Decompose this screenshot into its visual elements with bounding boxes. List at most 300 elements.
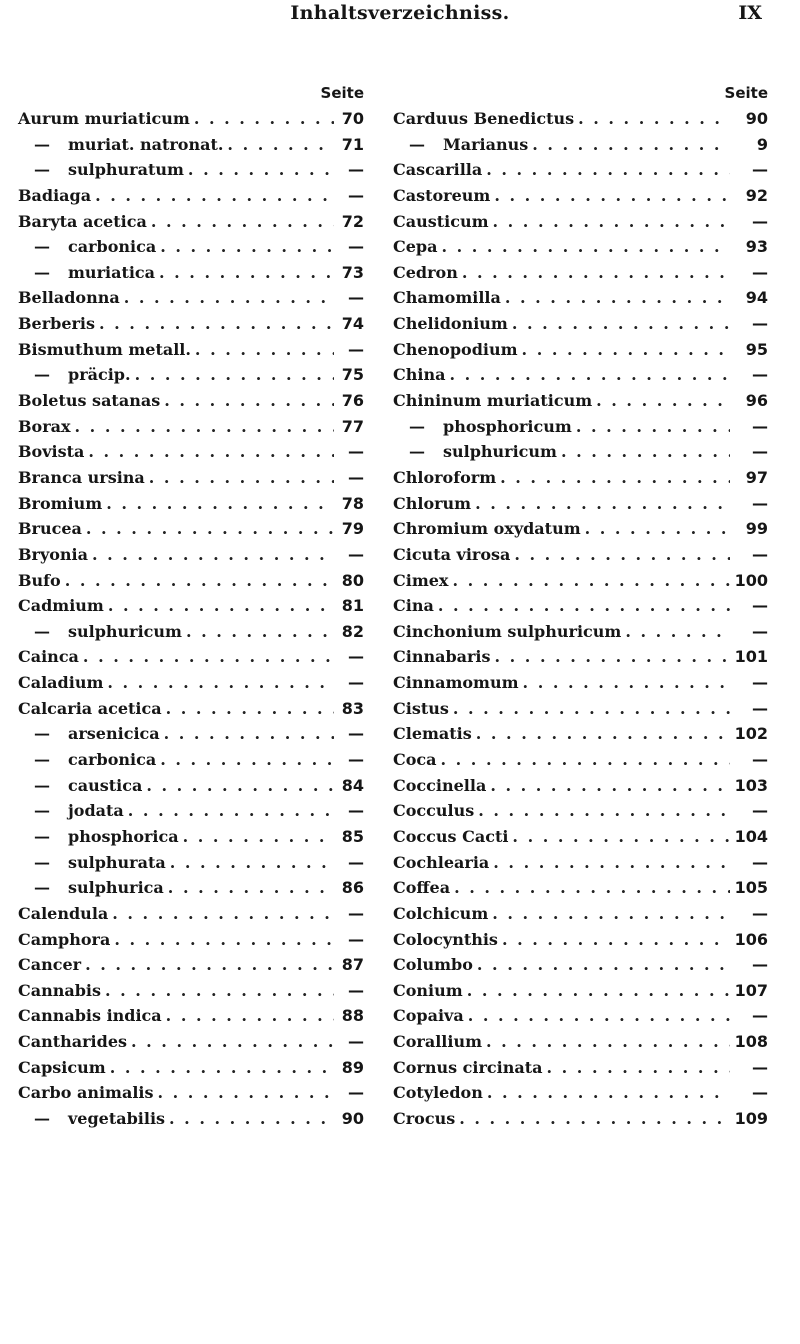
entry-page-number: 9 (756, 134, 768, 154)
entry-name (18, 414, 71, 440)
entry-page-number: — (752, 903, 768, 923)
entry-name-text: Cornus circinata (393, 1057, 543, 1077)
entry-name-text: Clematis (393, 724, 472, 744)
index-entry (393, 978, 768, 1004)
index-entry (393, 414, 768, 440)
dot-leader (156, 747, 334, 773)
index-entry (18, 593, 370, 619)
dot-leader (156, 234, 334, 260)
entry-name (18, 721, 160, 747)
entry-name-text: China (393, 365, 446, 385)
entry-name (18, 439, 84, 465)
entry-name (18, 516, 82, 542)
entry-page-number: — (752, 801, 768, 821)
dot-leader (434, 593, 730, 619)
entry-name-text: Bismuthum metall. (18, 339, 191, 359)
index-entry (393, 798, 768, 824)
entry-name-text: jodata (68, 801, 124, 821)
index-entry (18, 747, 370, 773)
dot-leader (473, 952, 730, 978)
entry-dash: — (34, 775, 50, 795)
entry-name-text: Cinnabaris (393, 647, 491, 667)
entry-name (393, 106, 574, 132)
entry-name (18, 337, 191, 363)
entry-name (18, 901, 108, 927)
entry-page-number: 79 (341, 519, 364, 539)
page-title: Inhaltsverzeichniss. (290, 2, 510, 24)
index-entry (18, 644, 370, 670)
index-entry (393, 593, 768, 619)
entry-page-number: — (348, 750, 364, 770)
entry-name-text: sulphurica (68, 878, 164, 898)
index-entry (18, 388, 370, 414)
entry-name (18, 183, 91, 209)
dot-leader (482, 157, 730, 183)
index-entry (18, 285, 370, 311)
entry-name-text: Cinchonium sulphuricum (393, 621, 622, 641)
entry-name-text: Columbo (393, 955, 473, 975)
entry-name (18, 285, 120, 311)
entry-page-number: — (348, 1032, 364, 1052)
dot-leader (182, 619, 334, 645)
entry-name-text: Bufo (18, 570, 61, 590)
index-entry (393, 337, 768, 363)
entry-name-text: Crocus (393, 1108, 456, 1128)
entry-name-text: Chenopodium (393, 339, 518, 359)
entry-dash: — (34, 724, 50, 744)
entry-name (18, 132, 223, 158)
index-entry (18, 183, 370, 209)
entry-page-number: 72 (341, 211, 364, 231)
entry-name-text: Cepa (393, 237, 438, 257)
entry-name (393, 234, 437, 260)
entry-name (18, 157, 184, 183)
entry-page-number: — (348, 185, 364, 205)
entry-page-number: — (348, 442, 364, 462)
entry-page-number: 86 (341, 878, 364, 898)
entry-name (393, 619, 621, 645)
entry-dash: — (34, 826, 50, 846)
index-entry (393, 850, 768, 876)
entry-name (18, 978, 101, 1004)
entry-name (18, 1029, 127, 1055)
entry-name (18, 952, 81, 978)
index-entry (393, 644, 768, 670)
entry-page-number: 75 (341, 365, 364, 385)
entry-page-number: — (348, 929, 364, 949)
entry-page-number: 95 (745, 339, 768, 359)
dot-leader (489, 209, 730, 235)
dot-leader (486, 773, 730, 799)
entry-name (18, 568, 61, 594)
entry-name-text: Cimex (393, 570, 449, 590)
entry-name (18, 773, 142, 799)
index-entry (393, 1106, 768, 1132)
entry-page-number: 81 (341, 596, 364, 616)
entry-page-number: — (752, 698, 768, 718)
entry-dash: — (34, 262, 50, 282)
entry-page-number: 82 (341, 621, 364, 641)
entry-dash: — (34, 160, 50, 180)
dot-leader (162, 1003, 334, 1029)
entry-name (18, 260, 155, 286)
entry-name-text: Chelidonium (393, 314, 508, 334)
entry-name (18, 696, 162, 722)
entry-name-text: Aurum muriaticum (18, 109, 190, 128)
dot-leader (79, 644, 334, 670)
entry-name (393, 978, 463, 1004)
entry-page-number: — (752, 262, 768, 282)
dot-leader (103, 670, 334, 696)
dot-leader (518, 337, 730, 363)
entry-name-text: Cotyledon (393, 1083, 483, 1103)
entry-name-text: Coccus Cacti (393, 826, 509, 846)
entry-name (393, 927, 498, 953)
entry-page-number: 92 (745, 185, 768, 205)
index-entry (393, 721, 768, 747)
dot-leader (449, 696, 730, 722)
dot-leader (489, 850, 730, 876)
entry-page-number: — (348, 647, 364, 667)
index-entry (393, 285, 768, 311)
entry-name (18, 1106, 165, 1132)
entry-name (18, 1055, 106, 1081)
entry-name-text: carbonica (68, 750, 157, 770)
entry-page-number: — (752, 1083, 768, 1103)
column-heading-seite: Seite (724, 84, 768, 102)
entry-page-number: 103 (734, 775, 768, 795)
index-entry (393, 209, 768, 235)
index-entry (393, 747, 768, 773)
index-entry (393, 465, 768, 491)
dot-leader (164, 875, 334, 901)
entry-dash: — (34, 365, 50, 385)
entry-name (18, 106, 190, 132)
entry-page-number: 80 (341, 570, 364, 590)
entry-name-text: Belladonna (18, 288, 120, 308)
entry-page-number: — (752, 673, 768, 693)
entry-name-text: Cocculus (393, 801, 475, 821)
entry-name (393, 1080, 483, 1106)
dot-leader (543, 1055, 730, 1081)
entry-name (393, 1029, 482, 1055)
index-entry (393, 568, 768, 594)
entry-page-number: — (752, 160, 768, 180)
dot-leader (190, 106, 334, 132)
entry-dash: — (34, 134, 50, 154)
entry-name-text: muriatica (68, 262, 156, 282)
entry-page-number: 78 (341, 493, 364, 513)
entry-dash: — (409, 134, 425, 154)
entry-name (18, 542, 88, 568)
entry-dash: — (34, 852, 50, 872)
entry-name-text: sulphurata (68, 852, 166, 872)
entry-page-number: — (752, 955, 768, 975)
entry-name-text: Cainca (18, 647, 79, 667)
index-entry (393, 1080, 768, 1106)
index-entry (393, 773, 768, 799)
entry-name (393, 952, 473, 978)
entry-page-number: — (752, 852, 768, 872)
index-entry (18, 798, 370, 824)
index-entry (18, 978, 370, 1004)
entry-name-text: caustica (68, 775, 143, 795)
dot-leader (162, 696, 334, 722)
entry-name (393, 1106, 455, 1132)
entry-name-text: Colocynthis (393, 929, 498, 949)
entry-page-number: — (348, 724, 364, 744)
entry-page-number: — (348, 801, 364, 821)
entry-name (393, 311, 508, 337)
dot-leader (160, 721, 334, 747)
entry-name (393, 414, 572, 440)
entry-page-number: — (348, 673, 364, 693)
entry-name-text: Cantharides (18, 1032, 128, 1052)
entry-name (393, 157, 482, 183)
entry-name (18, 927, 110, 953)
entry-page-number: 107 (734, 980, 768, 1000)
entry-page-number: 102 (734, 724, 768, 744)
entry-page-number: 84 (341, 775, 364, 795)
dot-leader (95, 311, 334, 337)
left-entries-list (18, 106, 370, 1132)
entry-name (393, 439, 557, 465)
entry-name (393, 260, 458, 286)
entry-name (393, 516, 581, 542)
index-entry (18, 157, 370, 183)
index-entry (18, 1003, 370, 1029)
entry-page-number: 71 (341, 134, 364, 154)
entry-name-text: Bromium (18, 493, 103, 513)
entry-name (393, 1055, 543, 1081)
entry-page-number: 97 (745, 467, 768, 487)
entry-dash: — (409, 442, 425, 462)
entry-name (393, 183, 490, 209)
index-entry (393, 491, 768, 517)
index-entry (18, 234, 370, 260)
entry-name-text: Brucea (18, 519, 82, 539)
index-entry (18, 850, 370, 876)
dot-leader (120, 285, 334, 311)
entry-page-number: 85 (341, 826, 364, 846)
entry-name (393, 696, 449, 722)
entry-page-number: 83 (341, 698, 364, 718)
entry-name-text: Bovista (18, 442, 85, 462)
dot-leader (160, 388, 334, 414)
entry-name-text: Chromium oxydatum (393, 519, 581, 539)
index-entry (18, 439, 370, 465)
dot-leader (491, 644, 730, 670)
index-entry (393, 670, 768, 696)
entry-page-number: 105 (734, 878, 768, 898)
entry-name-text: Cannabis (18, 980, 102, 1000)
entry-name-text: phosphorica (68, 826, 179, 846)
entry-name-text: Calcaria acetica (18, 698, 162, 718)
index-entry (393, 1055, 768, 1081)
dot-leader (81, 952, 334, 978)
entry-name (18, 1003, 162, 1029)
dot-leader (621, 619, 730, 645)
index-entry (18, 516, 370, 542)
entry-page-number: — (752, 211, 768, 231)
index-entry (18, 1106, 370, 1132)
entry-name (393, 491, 471, 517)
entry-page-number: — (348, 467, 364, 487)
entry-name-text: Carbo animalis (18, 1083, 154, 1103)
entry-name-text: Camphora (18, 929, 111, 949)
entry-name-text: carbonica (68, 237, 157, 257)
entry-name (393, 465, 496, 491)
index-entry (18, 927, 370, 953)
dot-leader (463, 978, 730, 1004)
dot-leader (166, 850, 334, 876)
entry-page-number: 94 (745, 288, 768, 308)
right-entries-list (393, 106, 768, 1132)
entry-name-text: Borax (18, 416, 71, 436)
index-entry (18, 773, 370, 799)
dot-leader (131, 362, 334, 388)
entry-page-number: — (752, 1057, 768, 1077)
entry-name (393, 388, 592, 414)
entry-name-text: sulphuricum (68, 621, 182, 641)
dot-leader (155, 260, 334, 286)
entry-name-text: Chloroform (393, 467, 497, 487)
entry-page-number: 96 (745, 391, 768, 411)
entry-name (18, 747, 156, 773)
index-entry (18, 721, 370, 747)
entry-name-text: Castoreum (393, 185, 491, 205)
page-header (0, 0, 800, 60)
entry-name (18, 644, 79, 670)
entry-name (393, 798, 474, 824)
dot-leader (191, 337, 334, 363)
index-entry (18, 875, 370, 901)
entry-page-number: — (752, 442, 768, 462)
index-entry (18, 491, 370, 517)
entry-name-text: Coca (393, 750, 437, 770)
dot-leader (106, 1055, 334, 1081)
index-entry (18, 670, 370, 696)
entry-page-number: — (752, 365, 768, 385)
entry-name (18, 234, 156, 260)
left-index-column (18, 84, 370, 1132)
entry-name-text: Causticum (393, 211, 489, 231)
index-entry (393, 106, 768, 132)
entry-name-text: Capsicum (18, 1057, 106, 1077)
entry-page-number: — (752, 621, 768, 641)
entry-page-number: 90 (341, 1108, 364, 1128)
index-entry (393, 927, 768, 953)
entry-name-text: Marianus (443, 134, 529, 154)
dot-leader (581, 516, 730, 542)
entry-name (18, 824, 179, 850)
dot-leader (154, 1080, 335, 1106)
index-entry (393, 901, 768, 927)
dot-leader (88, 542, 334, 568)
index-entry (18, 1055, 370, 1081)
dot-leader (557, 439, 730, 465)
entry-page-number: 76 (341, 391, 364, 411)
index-entry (393, 619, 768, 645)
index-entry (393, 824, 768, 850)
entry-dash: — (409, 416, 425, 436)
entry-name (393, 850, 489, 876)
dot-leader (464, 1003, 730, 1029)
entry-page-number: 93 (745, 237, 768, 257)
dot-leader (519, 670, 730, 696)
dot-leader (110, 927, 334, 953)
dot-leader (490, 183, 730, 209)
entry-name-text: arsenicica (68, 724, 160, 744)
entry-dash: — (34, 237, 50, 257)
index-entry (18, 696, 370, 722)
entry-page-number: 89 (341, 1057, 364, 1077)
entry-name-text: Chlorum (393, 493, 472, 513)
index-entry (393, 183, 768, 209)
entry-name (18, 311, 95, 337)
dot-leader (572, 414, 730, 440)
entry-page-number: 106 (734, 929, 768, 949)
entry-name (18, 875, 164, 901)
entry-page-number: — (348, 339, 364, 359)
index-entry (18, 824, 370, 850)
entry-name-text: Cadmium (18, 596, 104, 616)
dot-leader (508, 311, 730, 337)
entry-name-text: Chininum muriaticum (393, 391, 593, 411)
entry-dash: — (34, 1108, 50, 1128)
entry-name-text: Cicuta virosa (393, 544, 511, 564)
entry-page-number: — (348, 1083, 364, 1103)
entry-name-text: vegetabilis (68, 1108, 166, 1128)
dot-leader (450, 875, 730, 901)
entry-page-number: — (752, 1006, 768, 1026)
dot-leader (142, 773, 334, 799)
entry-name (393, 901, 488, 927)
entry-name-text: Cascarilla (393, 160, 483, 180)
dot-leader (147, 209, 334, 235)
dot-leader (437, 747, 730, 773)
entry-name (393, 773, 486, 799)
entry-name (393, 285, 501, 311)
entry-page-number: — (752, 416, 768, 436)
dot-leader (471, 491, 730, 517)
entry-name-text: Coccinella (393, 775, 487, 795)
dot-leader (482, 1029, 730, 1055)
dot-leader (501, 285, 730, 311)
entry-page-number: 88 (341, 1006, 364, 1026)
dot-leader (223, 132, 334, 158)
index-entry (18, 311, 370, 337)
entry-name-text: Carduus Benedictus (393, 109, 575, 128)
dot-leader (574, 106, 730, 132)
entry-page-number: — (348, 980, 364, 1000)
entry-name (393, 132, 528, 158)
entry-name-text: Boletus satanas (18, 391, 161, 411)
entry-name (393, 875, 450, 901)
column-heading-seite: Seite (320, 84, 364, 102)
entry-name-text: Corallium (393, 1032, 482, 1052)
index-entry (18, 260, 370, 286)
index-entry (18, 568, 370, 594)
entry-name (393, 542, 510, 568)
index-entry (18, 1080, 370, 1106)
entry-name-text: sulphuricum (443, 442, 557, 462)
entry-page-number: — (752, 314, 768, 334)
entry-name-text: Cina (393, 596, 434, 616)
entry-name-text: Chamomilla (393, 288, 501, 308)
index-entry (393, 362, 768, 388)
entry-name-text: Bryonia (18, 544, 88, 564)
